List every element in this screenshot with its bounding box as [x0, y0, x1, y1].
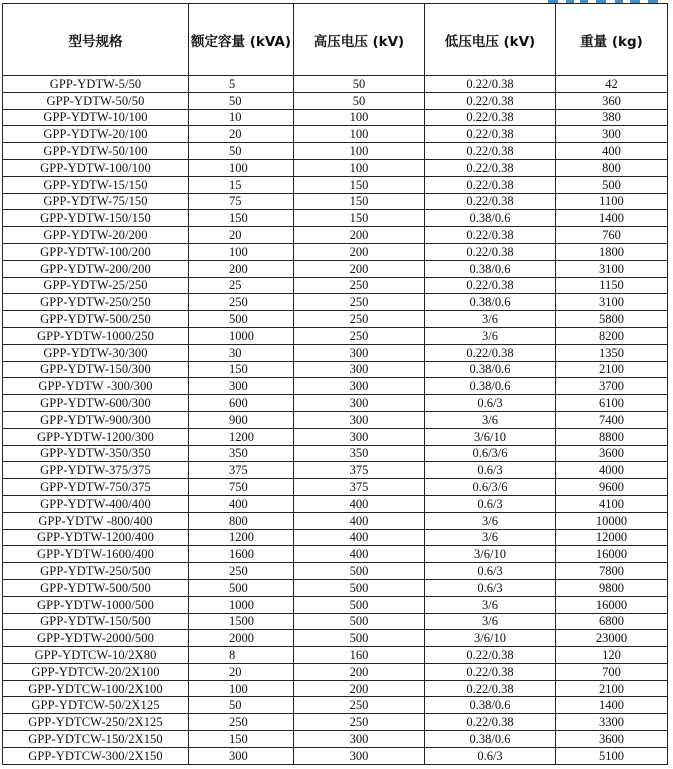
high-voltage-cell: 300 [294, 747, 425, 764]
table-row [3, 495, 668, 512]
weight-cell: 9600 [556, 479, 668, 496]
table-row [3, 647, 668, 664]
weight-cell: 1800 [556, 243, 668, 260]
capacity-cell: 150 [189, 210, 294, 227]
high-voltage-cell: 500 [294, 596, 425, 613]
high-voltage-cell: 250 [294, 697, 425, 714]
low-voltage-cell: 0.6/3/6 [425, 479, 556, 496]
low-voltage-cell: 3/6/10 [425, 428, 556, 445]
table-row [3, 445, 668, 462]
model-cell: GPP-YDTW-150/150 [3, 210, 189, 227]
high-voltage-cell: 300 [294, 395, 425, 412]
table-row [3, 596, 668, 613]
low-voltage-cell: 0.6/3 [425, 495, 556, 512]
capacity-cell: 10 [189, 109, 294, 126]
table-row [3, 210, 668, 227]
high-voltage-cell: 300 [294, 361, 425, 378]
low-voltage-cell: 0.22/0.38 [425, 647, 556, 664]
high-voltage-cell: 300 [294, 731, 425, 748]
capacity-cell: 1000 [189, 327, 294, 344]
table-row [3, 243, 668, 260]
high-voltage-cell: 500 [294, 579, 425, 596]
capacity-cell: 750 [189, 479, 294, 496]
capacity-cell: 400 [189, 495, 294, 512]
high-voltage-cell: 250 [294, 294, 425, 311]
model-cell: GPP-YDTCW-20/2X100 [3, 663, 189, 680]
high-voltage-cell: 300 [294, 411, 425, 428]
low-voltage-cell: 0.6/3 [425, 563, 556, 580]
capacity-cell: 800 [189, 512, 294, 529]
low-voltage-cell: 0.22/0.38 [425, 277, 556, 294]
high-voltage-cell: 375 [294, 462, 425, 479]
low-voltage-cell: 3/6 [425, 596, 556, 613]
capacity-cell: 2000 [189, 630, 294, 647]
table-row [3, 126, 668, 143]
high-voltage-cell: 350 [294, 445, 425, 462]
weight-cell: 3700 [556, 378, 668, 395]
low-voltage-cell: 0.22/0.38 [425, 143, 556, 160]
weight-cell: 1400 [556, 697, 668, 714]
low-voltage-cell: 0.22/0.38 [425, 243, 556, 260]
model-cell: GPP-YDTCW-10/2X80 [3, 647, 189, 664]
model-cell: GPP-YDTW-25/250 [3, 277, 189, 294]
table-body [3, 76, 668, 765]
table-row [3, 563, 668, 580]
header-low-voltage: 低压电压 (kV) [425, 4, 556, 76]
weight-cell: 3300 [556, 714, 668, 731]
table-row [3, 411, 668, 428]
model-cell: GPP-YDTW-30/300 [3, 344, 189, 361]
model-cell: GPP-YDTW-500/250 [3, 311, 189, 328]
table-row [3, 227, 668, 244]
weight-cell: 500 [556, 176, 668, 193]
high-voltage-cell: 400 [294, 495, 425, 512]
low-voltage-cell: 0.22/0.38 [425, 159, 556, 176]
high-voltage-cell: 50 [294, 92, 425, 109]
high-voltage-cell: 400 [294, 546, 425, 563]
model-cell: GPP-YDTW-10/100 [3, 109, 189, 126]
low-voltage-cell: 0.38/0.6 [425, 731, 556, 748]
weight-cell: 3600 [556, 445, 668, 462]
high-voltage-cell: 250 [294, 714, 425, 731]
capacity-cell: 100 [189, 680, 294, 697]
capacity-cell: 300 [189, 378, 294, 395]
capacity-cell: 150 [189, 731, 294, 748]
model-cell: GPP-YDTCW-250/2X125 [3, 714, 189, 731]
header-rated-capacity: 额定容量 (kVA) [189, 4, 294, 76]
model-cell: GPP-YDTW-350/350 [3, 445, 189, 462]
model-cell: GPP-YDTW -800/400 [3, 512, 189, 529]
header-weight: 重量 (kg) [556, 4, 668, 76]
capacity-cell: 20 [189, 227, 294, 244]
weight-cell: 7800 [556, 563, 668, 580]
model-cell: GPP-YDTW-200/200 [3, 260, 189, 277]
low-voltage-cell: 0.38/0.6 [425, 210, 556, 227]
table-header-row [3, 4, 668, 76]
model-cell: GPP-YDTW-75/150 [3, 193, 189, 210]
table-row [3, 260, 668, 277]
weight-cell: 8800 [556, 428, 668, 445]
model-cell: GPP-YDTW-20/100 [3, 126, 189, 143]
weight-cell: 23000 [556, 630, 668, 647]
model-cell: GPP-YDTW-250/500 [3, 563, 189, 580]
table-row [3, 344, 668, 361]
low-voltage-cell: 0.22/0.38 [425, 227, 556, 244]
weight-cell: 6800 [556, 613, 668, 630]
low-voltage-cell: 3/6/10 [425, 630, 556, 647]
weight-cell: 8200 [556, 327, 668, 344]
model-cell: GPP-YDTW-1000/250 [3, 327, 189, 344]
table-row [3, 697, 668, 714]
table-row [3, 159, 668, 176]
high-voltage-cell: 150 [294, 210, 425, 227]
low-voltage-cell: 0.6/3 [425, 747, 556, 764]
weight-cell: 10000 [556, 512, 668, 529]
model-cell: GPP-YDTCW-300/2X150 [3, 747, 189, 764]
low-voltage-cell: 0.6/3 [425, 395, 556, 412]
weight-cell: 800 [556, 159, 668, 176]
weight-cell: 3600 [556, 731, 668, 748]
low-voltage-cell: 0.22/0.38 [425, 663, 556, 680]
table-row [3, 311, 668, 328]
capacity-cell: 20 [189, 126, 294, 143]
table-row [3, 579, 668, 596]
low-voltage-cell: 3/6 [425, 311, 556, 328]
model-cell: GPP-YDTW-1200/400 [3, 529, 189, 546]
weight-cell: 5100 [556, 747, 668, 764]
capacity-cell: 600 [189, 395, 294, 412]
table-row [3, 176, 668, 193]
capacity-cell: 1200 [189, 428, 294, 445]
model-cell: GPP-YDTW-375/375 [3, 462, 189, 479]
table-row [3, 395, 668, 412]
model-cell: GPP-YDTW-600/300 [3, 395, 189, 412]
high-voltage-cell: 50 [294, 76, 425, 93]
model-cell: GPP-YDTW-50/50 [3, 92, 189, 109]
high-voltage-cell: 200 [294, 663, 425, 680]
weight-cell: 1100 [556, 193, 668, 210]
high-voltage-cell: 100 [294, 159, 425, 176]
weight-cell: 700 [556, 663, 668, 680]
low-voltage-cell: 0.22/0.38 [425, 193, 556, 210]
high-voltage-cell: 200 [294, 243, 425, 260]
high-voltage-cell: 150 [294, 176, 425, 193]
weight-cell: 7400 [556, 411, 668, 428]
low-voltage-cell: 0.38/0.6 [425, 697, 556, 714]
model-cell: GPP-YDTW-150/500 [3, 613, 189, 630]
table-row [3, 277, 668, 294]
high-voltage-cell: 200 [294, 260, 425, 277]
weight-cell: 4000 [556, 462, 668, 479]
low-voltage-cell: 0.6/3/6 [425, 445, 556, 462]
table-row [3, 294, 668, 311]
weight-cell: 3100 [556, 260, 668, 277]
capacity-cell: 8 [189, 647, 294, 664]
model-cell: GPP-YDTW-15/150 [3, 176, 189, 193]
model-cell: GPP-YDTCW-50/2X125 [3, 697, 189, 714]
low-voltage-cell: 0.22/0.38 [425, 92, 556, 109]
low-voltage-cell: 3/6 [425, 529, 556, 546]
capacity-cell: 50 [189, 92, 294, 109]
table-row [3, 143, 668, 160]
low-voltage-cell: 3/6 [425, 512, 556, 529]
model-cell: GPP-YDTCW-150/2X150 [3, 731, 189, 748]
capacity-cell: 1000 [189, 596, 294, 613]
low-voltage-cell: 0.6/3 [425, 579, 556, 596]
capacity-cell: 250 [189, 294, 294, 311]
model-cell: GPP-YDTW-50/100 [3, 143, 189, 160]
capacity-cell: 15 [189, 176, 294, 193]
weight-cell: 16000 [556, 546, 668, 563]
model-cell: GPP-YDTW-20/200 [3, 227, 189, 244]
table-row [3, 428, 668, 445]
weight-cell: 1350 [556, 344, 668, 361]
weight-cell: 2100 [556, 680, 668, 697]
low-voltage-cell: 0.22/0.38 [425, 714, 556, 731]
high-voltage-cell: 160 [294, 647, 425, 664]
table-row [3, 479, 668, 496]
low-voltage-cell: 0.22/0.38 [425, 76, 556, 93]
capacity-cell: 1500 [189, 613, 294, 630]
model-cell: GPP-YDTW-250/250 [3, 294, 189, 311]
capacity-cell: 20 [189, 663, 294, 680]
high-voltage-cell: 100 [294, 126, 425, 143]
weight-cell: 300 [556, 126, 668, 143]
high-voltage-cell: 100 [294, 109, 425, 126]
low-voltage-cell: 0.22/0.38 [425, 176, 556, 193]
header-model: 型号规格 [3, 4, 189, 76]
capacity-cell: 1200 [189, 529, 294, 546]
capacity-cell: 50 [189, 697, 294, 714]
weight-cell: 3100 [556, 294, 668, 311]
weight-cell: 12000 [556, 529, 668, 546]
high-voltage-cell: 500 [294, 613, 425, 630]
model-cell: GPP-YDTW-500/500 [3, 579, 189, 596]
capacity-cell: 500 [189, 579, 294, 596]
model-cell: GPP-YDTW-1200/300 [3, 428, 189, 445]
model-cell: GPP-YDTW-1000/500 [3, 596, 189, 613]
low-voltage-cell: 0.22/0.38 [425, 680, 556, 697]
table-row [3, 731, 668, 748]
transformer-spec-table [2, 3, 668, 765]
weight-cell: 1400 [556, 210, 668, 227]
low-voltage-cell: 0.22/0.38 [425, 109, 556, 126]
header-high-voltage: 高压电压 (kV) [294, 4, 425, 76]
high-voltage-cell: 500 [294, 563, 425, 580]
capacity-cell: 75 [189, 193, 294, 210]
table-row [3, 529, 668, 546]
model-cell: GPP-YDTW-2000/500 [3, 630, 189, 647]
capacity-cell: 200 [189, 260, 294, 277]
table-row [3, 663, 668, 680]
weight-cell: 4100 [556, 495, 668, 512]
model-cell: GPP-YDTW-100/100 [3, 159, 189, 176]
model-cell: GPP-YDTW-400/400 [3, 495, 189, 512]
low-voltage-cell: 3/6 [425, 613, 556, 630]
capacity-cell: 5 [189, 76, 294, 93]
capacity-cell: 1600 [189, 546, 294, 563]
table-row [3, 613, 668, 630]
high-voltage-cell: 375 [294, 479, 425, 496]
weight-cell: 120 [556, 647, 668, 664]
weight-cell: 760 [556, 227, 668, 244]
capacity-cell: 300 [189, 747, 294, 764]
model-cell: GPP-YDTW-900/300 [3, 411, 189, 428]
model-cell: GPP-YDTW-1600/400 [3, 546, 189, 563]
table-row [3, 747, 668, 764]
low-voltage-cell: 3/6 [425, 411, 556, 428]
high-voltage-cell: 400 [294, 512, 425, 529]
capacity-cell: 375 [189, 462, 294, 479]
low-voltage-cell: 0.38/0.6 [425, 294, 556, 311]
table-row [3, 361, 668, 378]
capacity-cell: 100 [189, 159, 294, 176]
table-row [3, 546, 668, 563]
table-row [3, 92, 668, 109]
model-cell: GPP-YDTW-150/300 [3, 361, 189, 378]
capacity-cell: 250 [189, 714, 294, 731]
low-voltage-cell: 0.6/3 [425, 462, 556, 479]
table-row [3, 680, 668, 697]
model-cell: GPP-YDTW -300/300 [3, 378, 189, 395]
high-voltage-cell: 200 [294, 227, 425, 244]
weight-cell: 400 [556, 143, 668, 160]
weight-cell: 2100 [556, 361, 668, 378]
capacity-cell: 500 [189, 311, 294, 328]
weight-cell: 360 [556, 92, 668, 109]
high-voltage-cell: 400 [294, 529, 425, 546]
capacity-cell: 150 [189, 361, 294, 378]
low-voltage-cell: 0.22/0.38 [425, 126, 556, 143]
high-voltage-cell: 300 [294, 378, 425, 395]
low-voltage-cell: 0.38/0.6 [425, 260, 556, 277]
high-voltage-cell: 200 [294, 680, 425, 697]
capacity-cell: 25 [189, 277, 294, 294]
low-voltage-cell: 3/6/10 [425, 546, 556, 563]
table-row [3, 193, 668, 210]
high-voltage-cell: 300 [294, 344, 425, 361]
model-cell: GPP-YDTW-750/375 [3, 479, 189, 496]
capacity-cell: 30 [189, 344, 294, 361]
table-row [3, 109, 668, 126]
low-voltage-cell: 0.38/0.6 [425, 361, 556, 378]
low-voltage-cell: 0.38/0.6 [425, 378, 556, 395]
capacity-cell: 900 [189, 411, 294, 428]
capacity-cell: 250 [189, 563, 294, 580]
weight-cell: 16000 [556, 596, 668, 613]
high-voltage-cell: 250 [294, 311, 425, 328]
table-row [3, 512, 668, 529]
capacity-cell: 350 [189, 445, 294, 462]
capacity-cell: 100 [189, 243, 294, 260]
model-cell: GPP-YDTW-5/50 [3, 76, 189, 93]
high-voltage-cell: 500 [294, 630, 425, 647]
weight-cell: 380 [556, 109, 668, 126]
high-voltage-cell: 250 [294, 277, 425, 294]
table-row [3, 327, 668, 344]
weight-cell: 42 [556, 76, 668, 93]
table-row [3, 630, 668, 647]
table-row [3, 378, 668, 395]
weight-cell: 1150 [556, 277, 668, 294]
capacity-cell: 50 [189, 143, 294, 160]
weight-cell: 9800 [556, 579, 668, 596]
model-cell: GPP-YDTCW-100/2X100 [3, 680, 189, 697]
high-voltage-cell: 100 [294, 143, 425, 160]
table-row [3, 76, 668, 93]
high-voltage-cell: 250 [294, 327, 425, 344]
low-voltage-cell: 3/6 [425, 327, 556, 344]
model-cell: GPP-YDTW-100/200 [3, 243, 189, 260]
weight-cell: 6100 [556, 395, 668, 412]
table-row [3, 462, 668, 479]
high-voltage-cell: 300 [294, 428, 425, 445]
table-row [3, 714, 668, 731]
low-voltage-cell: 0.22/0.38 [425, 344, 556, 361]
weight-cell: 5800 [556, 311, 668, 328]
high-voltage-cell: 150 [294, 193, 425, 210]
